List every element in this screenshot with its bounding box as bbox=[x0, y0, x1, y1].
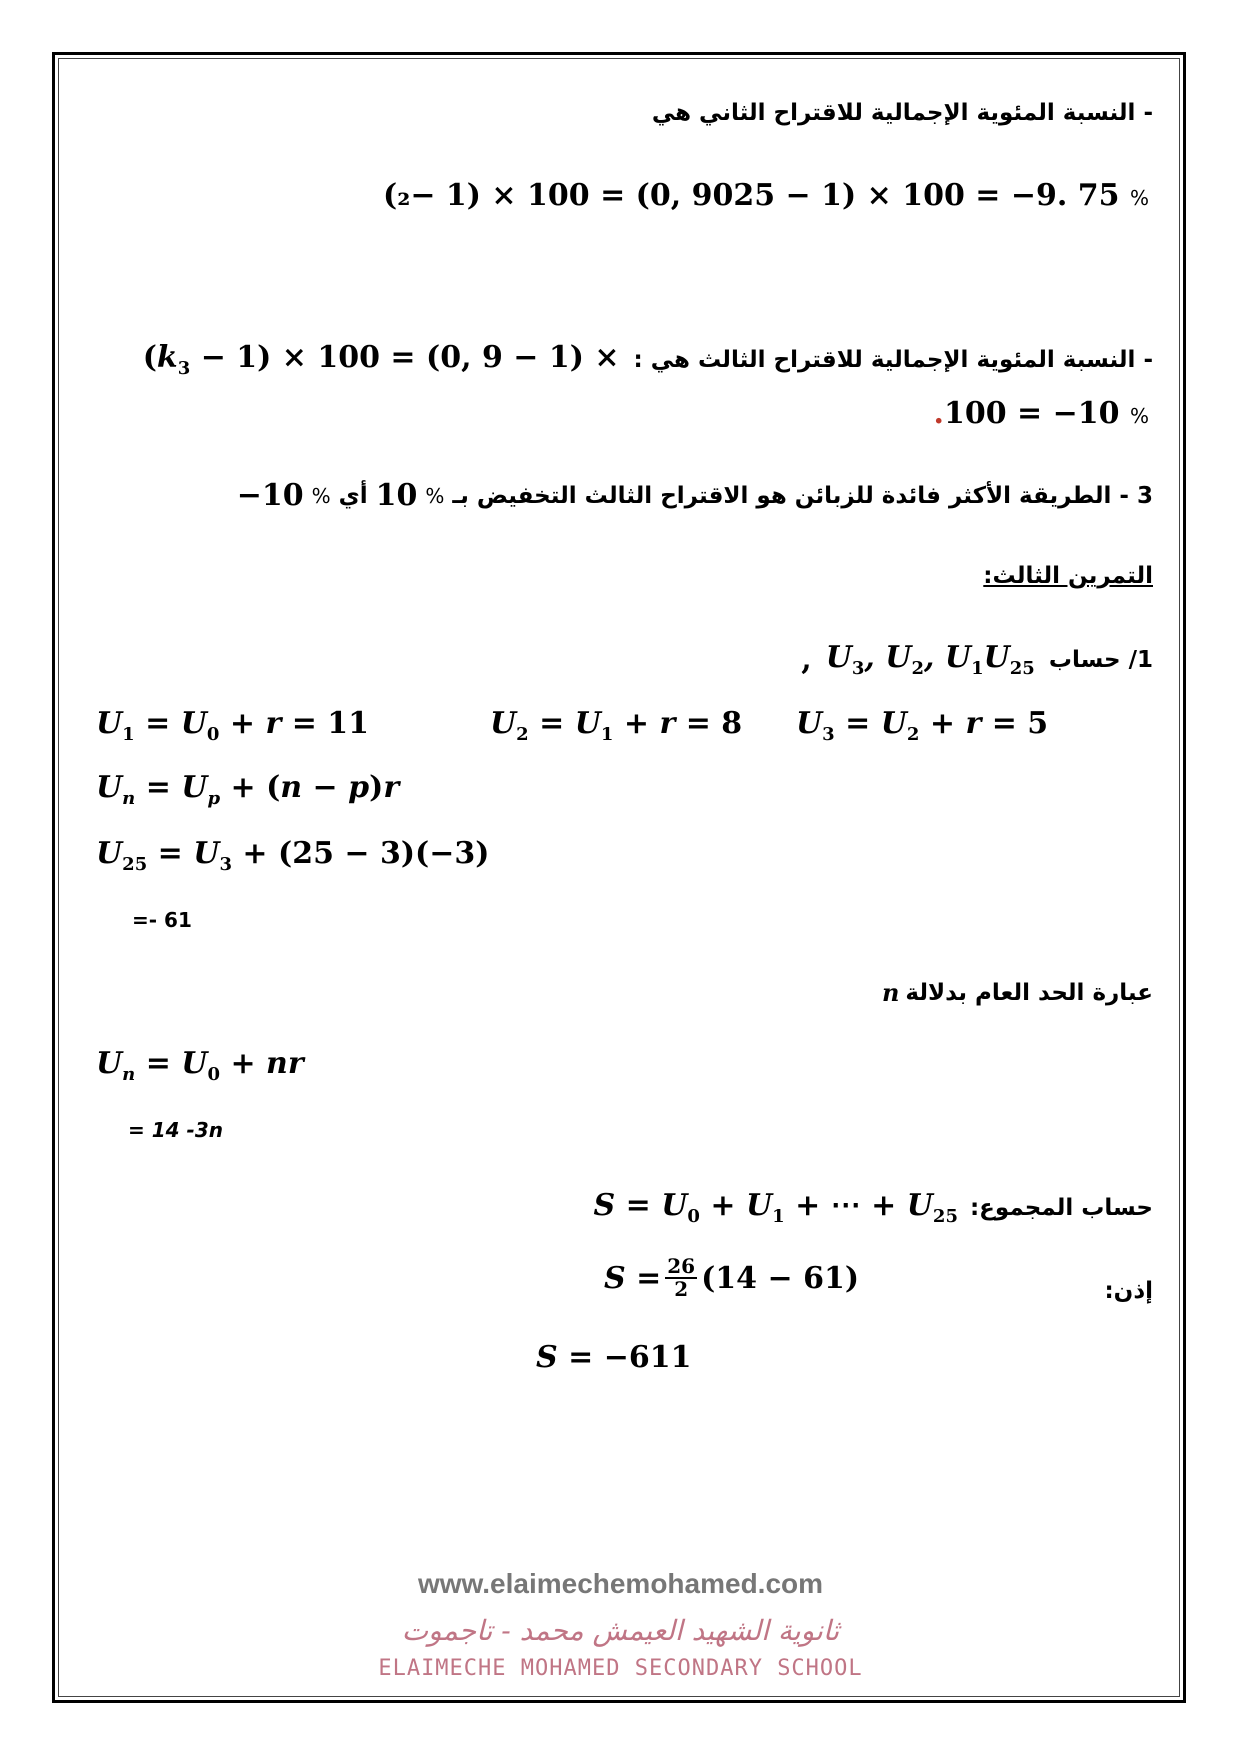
sum-fraction-denominator: 2 bbox=[674, 1277, 689, 1301]
q3-label: - النسبة المئوية الإجمالية للاقتراح الثالث هي : bbox=[633, 346, 1153, 373]
q3-formula-row2 bbox=[934, 396, 1149, 431]
ex3-q1-terms: $U_3$, $U_2$, $U_1U_{25}$ bbox=[825, 640, 1035, 679]
sum-label: حساب المجموع: bbox=[969, 1194, 1153, 1221]
u25-result: =- 61 bbox=[132, 908, 192, 932]
u1-equation: $U_1 = U_0 + r = 11$ bbox=[96, 706, 370, 745]
exercise3-title: التمرين الثالث: bbox=[983, 563, 1153, 589]
sum-fraction-equation: S = $\frac{26}{2}$ (14 − 61) bbox=[604, 1254, 860, 1301]
best-value-2: 10− bbox=[236, 478, 304, 513]
best-value-1: 10 bbox=[375, 478, 418, 513]
q2-percent-sign: % bbox=[1129, 186, 1149, 210]
footer-school-english: ELAIMECHE MOHAMED SECONDARY SCHOOL bbox=[378, 1656, 863, 1681]
sum-fraction bbox=[665, 1256, 697, 1300]
u25-equation: $U_{25} = U_3 + (25 - 3)(-3)$ bbox=[96, 836, 490, 875]
best-ay: أي bbox=[338, 482, 368, 509]
footer-school-arabic: ثانوية الشهيد العيمش محمد - تاجموت bbox=[401, 1614, 840, 1647]
page-frame-inner bbox=[58, 58, 1180, 1697]
best-method-row bbox=[237, 478, 1153, 513]
u2-equation: $U_2 = U_1 + r = 8$ bbox=[490, 706, 743, 745]
ex3-q1-label: 1/ حساب bbox=[1048, 646, 1153, 673]
ex3-q1-comma: , bbox=[801, 642, 812, 677]
sum-row bbox=[594, 1188, 1153, 1227]
un-general-equation: $U_n = U_p + (n - p)r$ bbox=[96, 770, 400, 809]
ex3-q1-row bbox=[771, 640, 1153, 679]
best-percent-1: % bbox=[425, 483, 445, 508]
q2-label: - النسبة المئوية الإجمالية للاقتراح الثاني هي bbox=[651, 100, 1153, 126]
general-term-var: n bbox=[881, 978, 900, 1007]
un-result: = 14 -3n bbox=[128, 1118, 223, 1142]
q2-formula-row bbox=[383, 178, 1149, 213]
footer-url[interactable]: www.elaimechemohamed.com bbox=[417, 1568, 824, 1599]
un-equation: $U_n = U_0$ + nr bbox=[96, 1046, 304, 1085]
q3-percent-sign: % bbox=[1129, 404, 1149, 428]
then-label: إذن: bbox=[1104, 1278, 1153, 1304]
best-method-label: 3 - الطريقة الأكثر فائدة للزبائن هو الاقتراح الثالث التخفيض بـ bbox=[452, 482, 1153, 509]
q3-formula-line2: 100 = −10 bbox=[943, 396, 1120, 431]
sum-equation: $S = U_0 + U_1$ + ⋯ + $U_{25}$ bbox=[593, 1188, 958, 1227]
q3-row bbox=[143, 340, 1153, 379]
best-percent-2: % bbox=[311, 483, 331, 508]
u3-equation: $U_3 = U_2 + r = 5$ bbox=[796, 706, 1049, 745]
general-term-row bbox=[882, 978, 1153, 1007]
q3-dot: . bbox=[933, 396, 944, 431]
sum-expression: (14 − 61) bbox=[701, 1260, 860, 1296]
q3-formula-left: $(k_3 - 1) \times 100 = (0$, 9 − 1) × bbox=[142, 340, 620, 379]
q2-formula: (₂− 1) × 100 = (0, 9025 − 1) × 100 = −9. 75 bbox=[383, 178, 1120, 213]
sum-fraction-numerator: 26 bbox=[667, 1254, 696, 1278]
sum-result: S = −611 bbox=[536, 1340, 692, 1375]
general-term-label: عبارة الحد العام بدلالة bbox=[905, 979, 1153, 1006]
